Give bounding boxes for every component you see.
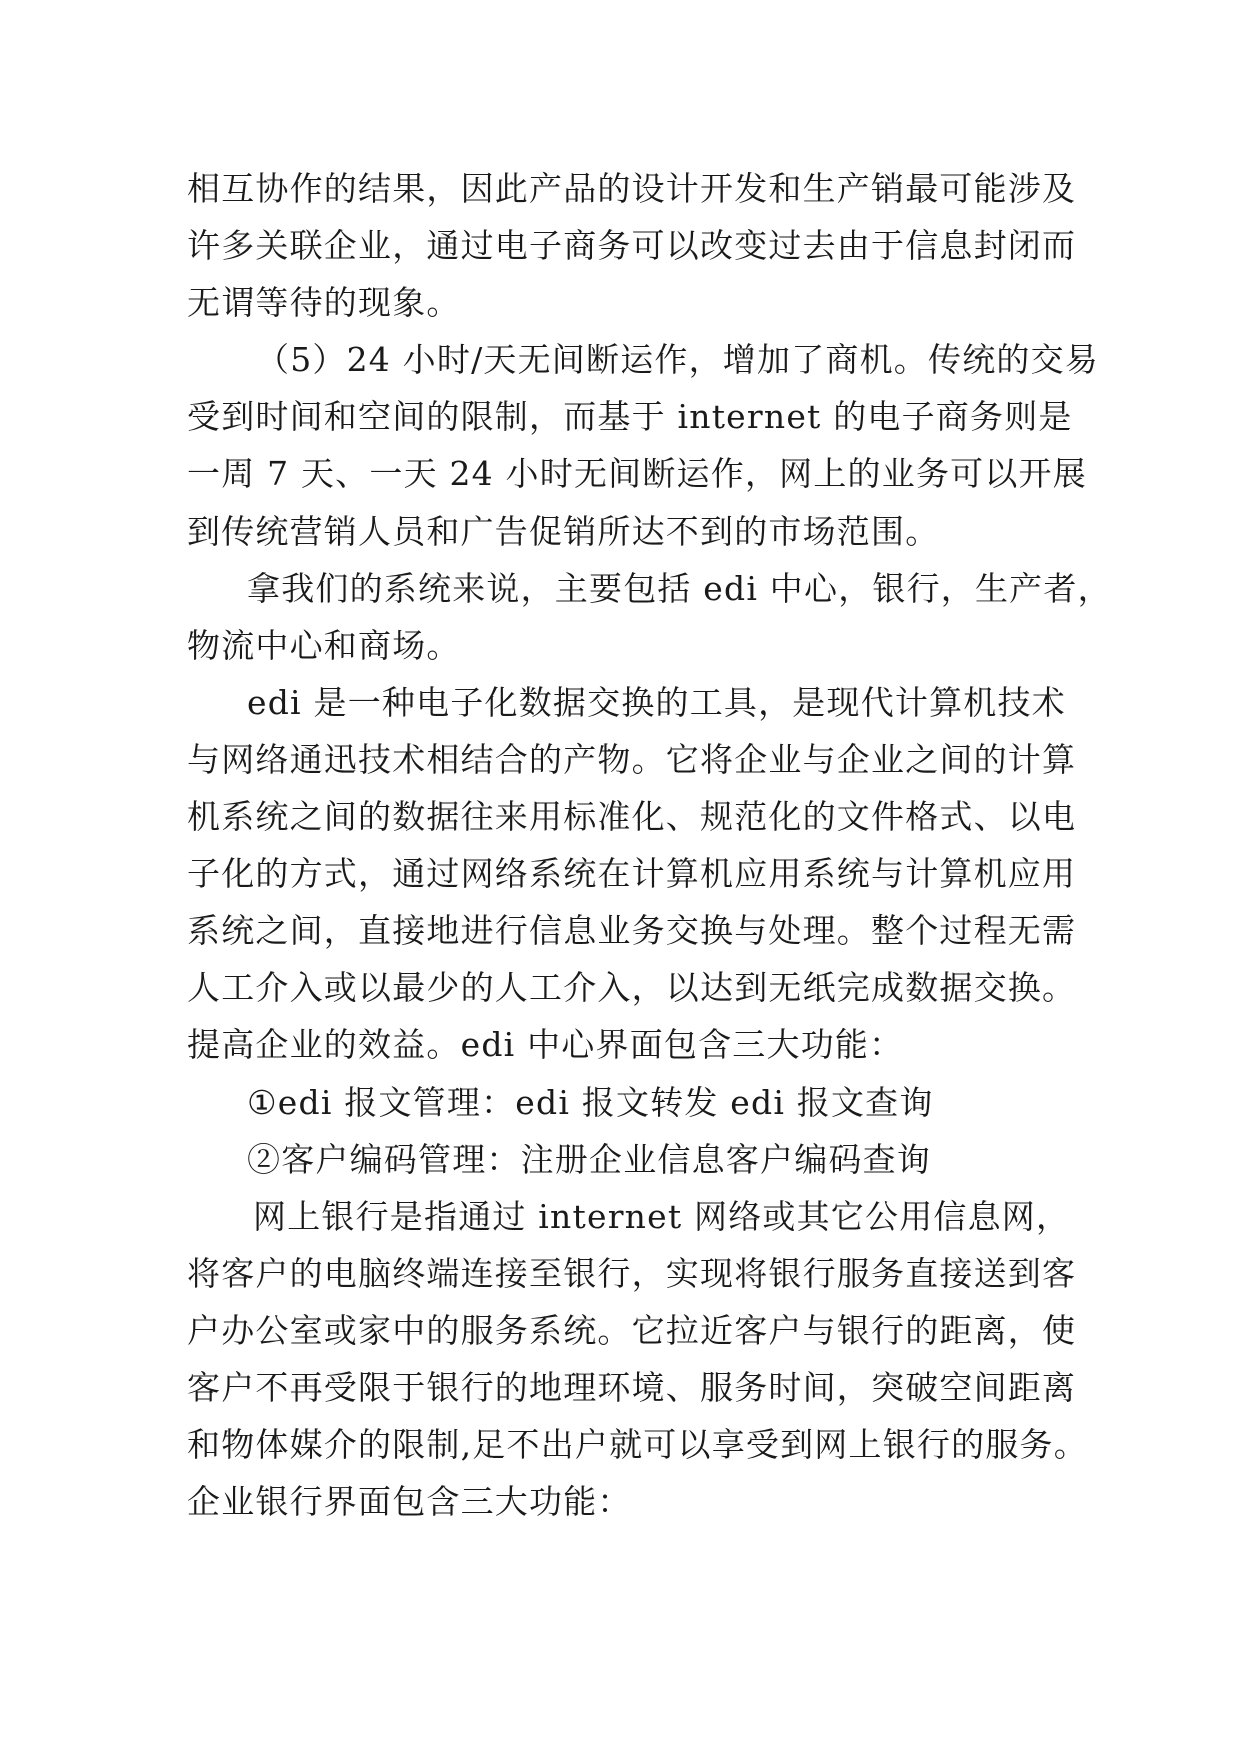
text-line: 和物体媒介的限制,足不出户就可以享受到网上银行的服务。 <box>187 1425 1088 1465</box>
document-body <box>187 160 1112 1530</box>
list-item: ①edi 报文管理：edi 报文转发 edi 报文查询 <box>247 1082 934 1122</box>
text-line: 人工介入或以最少的人工介入，以达到无纸完成数据交换。 <box>187 968 1077 1008</box>
text-line: 拿我们的系统来说，主要包括 edi 中心，银行，生产者， <box>247 568 1112 608</box>
text-line: 系统之间，直接地进行信息业务交换与处理。整个过程无需 <box>187 911 1077 951</box>
text-line: 子化的方式，通过网络系统在计算机应用系统与计算机应用 <box>187 854 1077 894</box>
text-line: 相互协作的结果，因此产品的设计开发和生产销最可能涉及 <box>187 169 1077 208</box>
text-line: 客户不再受限于银行的地理环境、服务时间，突破空间距离 <box>187 1367 1077 1407</box>
text-line: 物流中心和商场。 <box>187 625 461 665</box>
text-line: 企业银行界面包含三大功能： <box>187 1482 632 1522</box>
text-line: 许多关联企业，通过电子商务可以改变过去由于信息封闭而 <box>187 226 1077 266</box>
text-line: 受到时间和空间的限制，而基于 internet 的电子商务则是 <box>187 397 1073 437</box>
text-line: 与网络通迅技术相结合的产物。它将企业与企业之间的计算 <box>187 739 1077 779</box>
list-item: ②客户编码管理：注册企业信息客户编码查询 <box>247 1139 931 1179</box>
text-line: edi 是一种电子化数据交换的工具，是现代计算机技术 <box>247 682 1066 722</box>
text-line: 网上银行是指通过 internet 网络或其它公用信息网， <box>253 1196 1071 1236</box>
text-line: 到传统营销人员和广告促销所达不到的市场范围。 <box>187 511 940 551</box>
text-line: 一周 7 天、一天 24 小时无间断运作，网上的业务可以开展 <box>187 454 1087 494</box>
text-line: 机系统之间的数据往来用标准化、规范化的文件格式、以电 <box>187 797 1077 837</box>
text-line: 无谓等待的现象。 <box>187 283 461 323</box>
text-line: 提高企业的效益。edi 中心界面包含三大功能： <box>187 1025 904 1065</box>
text-line: 将客户的电脑终端连接至银行，实现将银行服务直接送到客 <box>187 1253 1077 1293</box>
text-line: （5）24 小时/天无间断运作，增加了商机。传统的交易 <box>256 340 1099 380</box>
text-line: 户办公室或家中的服务系统。它拉近客户与银行的距离，使 <box>187 1310 1077 1350</box>
